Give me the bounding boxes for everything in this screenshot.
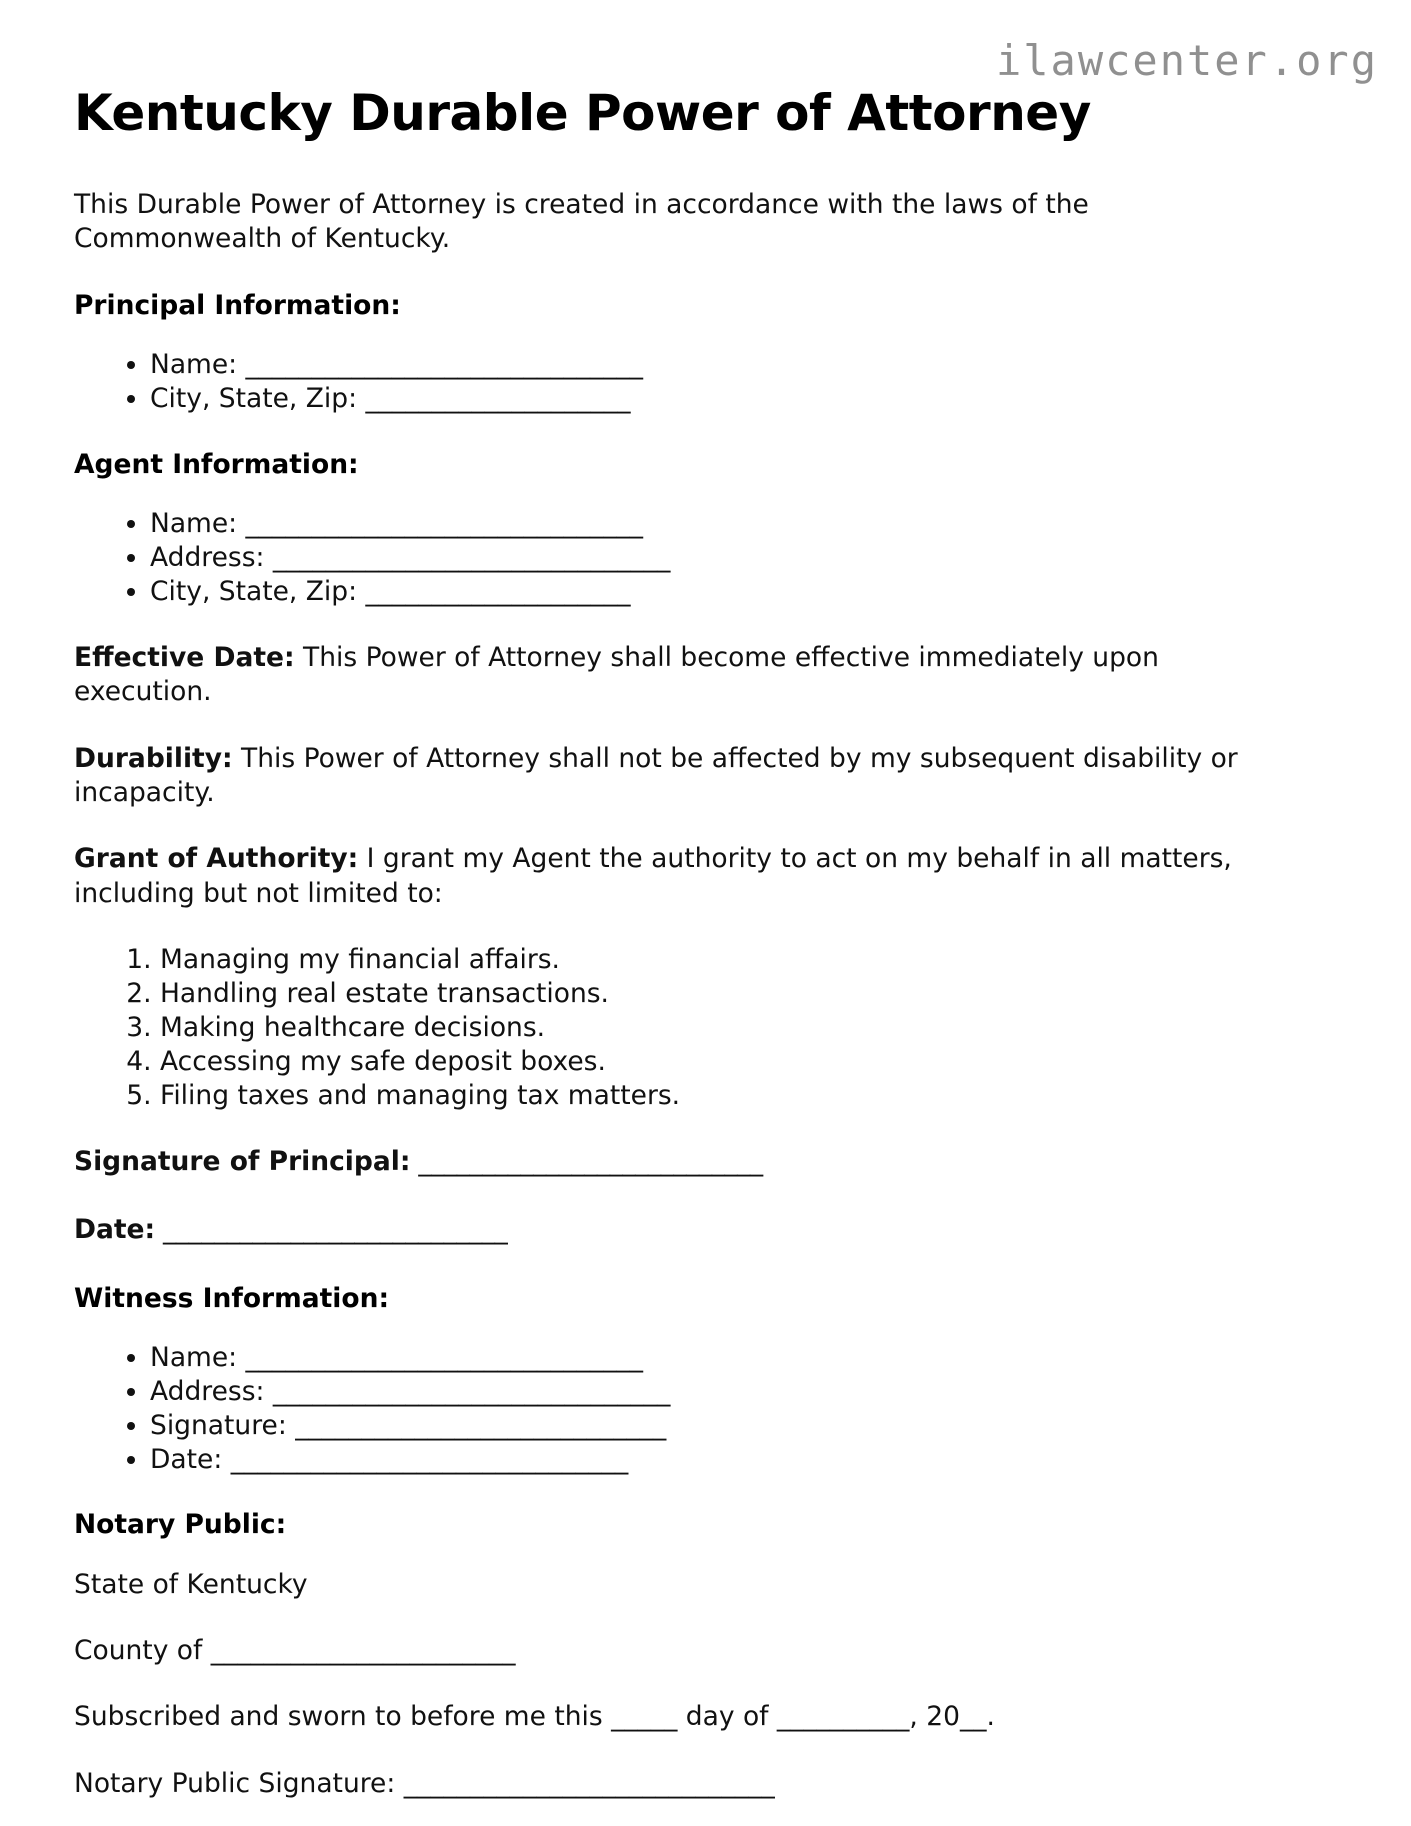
witness-information-heading: Witness Information: [74, 1282, 390, 1314]
list-item: • City, State, Zip: ____________________ [150, 382, 1344, 416]
list-item: • Name: ______________________________ [150, 507, 1344, 541]
list-item: 2. Handling real estate transactions. [160, 977, 1344, 1011]
principal-date-label: Date: [74, 1214, 156, 1246]
list-item: 5. Filing taxes and managing tax matters. [160, 1079, 1344, 1113]
notary-state-line: State of Kentucky [74, 1568, 308, 1600]
principal-signature-blank: ___________________________ [410, 1145, 763, 1177]
list-item: 1. Managing my financial affairs. [160, 943, 1344, 977]
list-item: • Date: ______________________________ [150, 1443, 1344, 1477]
notary-public-heading: Notary Public: [74, 1509, 287, 1541]
list-item: • Name: ______________________________ [150, 348, 1344, 382]
durability-label: Durability: [74, 742, 233, 774]
durability-text: This Power of Attorney shall not be affected by my subsequent disability or incapacity. [74, 742, 1238, 808]
durability-paragraph [74, 742, 1299, 811]
principal-signature-label: Signature of Principal: [74, 1145, 411, 1177]
effective-date-text: This Power of Attorney shall become effective immediately upon execution. [74, 641, 1159, 708]
principal-signature-line [74, 1145, 1344, 1179]
list-item: • Signature: ____________________________ [150, 1409, 1344, 1443]
page-title: Kentucky Durable Power of Attorney [74, 84, 1091, 142]
principal-information-list [74, 348, 1344, 416]
grant-of-authority-paragraph [74, 842, 1299, 911]
principal-date-blank: ___________________________ [155, 1214, 508, 1246]
list-item: 4. Accessing my safe deposit boxes. [160, 1045, 1344, 1079]
list-item: • Address: ______________________________ [150, 1375, 1344, 1409]
effective-date-paragraph [74, 641, 1299, 710]
document-content [74, 86, 1344, 1826]
grant-of-authority-list [74, 943, 1344, 1113]
notary-signature-line: Notary Public Signature: ____________________________ [74, 1767, 775, 1799]
list-item: 3. Making healthcare decisions. [160, 1011, 1344, 1045]
principal-information-heading: Principal Information: [74, 289, 401, 321]
grant-of-authority-label: Grant of Authority: [74, 843, 359, 875]
list-item: • City, State, Zip: ____________________ [150, 575, 1344, 609]
intro-paragraph: This Durable Power of Attorney is created in accordance with the laws of the Commonwealth of Kentucky. [74, 189, 1089, 255]
site-watermark: ilawcenter.org [995, 36, 1378, 85]
grant-of-authority-text: I grant my Agent the authority to act on my behalf in all matters, including but not limited to: [74, 843, 1232, 909]
list-item: • Name: ______________________________ [150, 1341, 1344, 1375]
notary-sworn-line: Subscribed and sworn to before me this _____ day of __________, 20__. [74, 1701, 995, 1733]
witness-information-list [74, 1341, 1344, 1477]
list-item: • Address: ______________________________ [150, 541, 1344, 575]
agent-information-list [74, 507, 1344, 609]
notary-county-line: County of _______________________ [74, 1635, 516, 1666]
effective-date-label: Effective Date: [74, 641, 295, 673]
agent-information-heading: Agent Information: [74, 448, 359, 480]
principal-date-line [74, 1213, 1344, 1247]
